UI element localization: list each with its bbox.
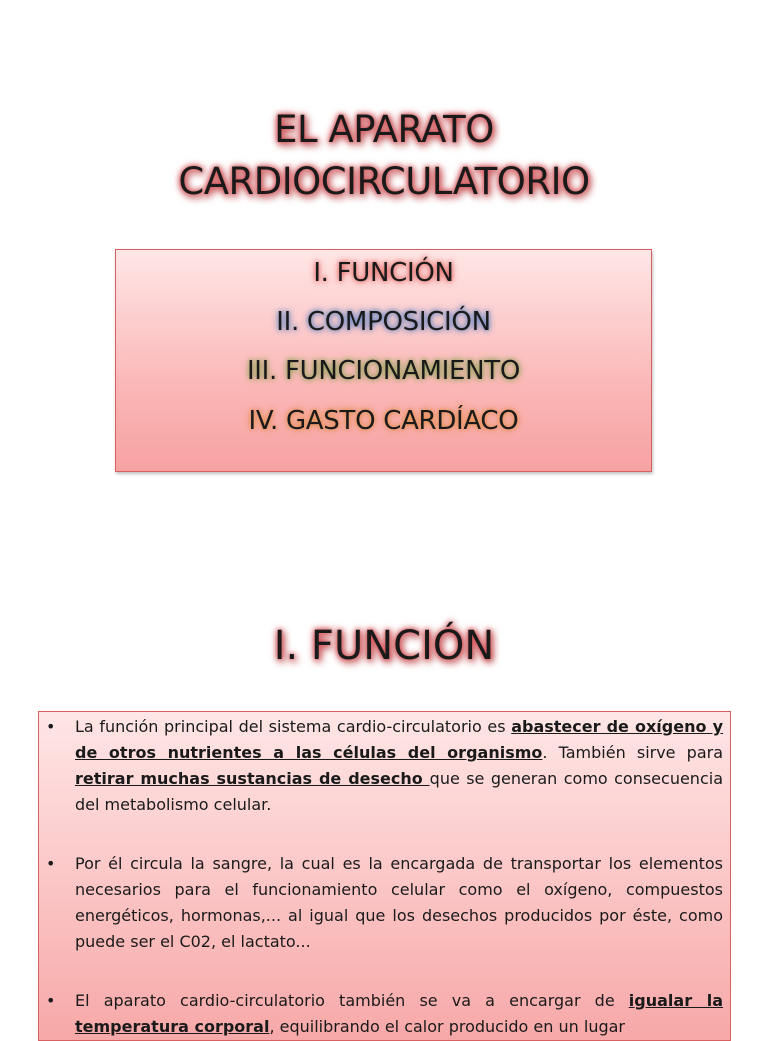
toc-item-funcion: I. FUNCIÓN: [313, 258, 454, 288]
bullet-text: . También sirve para: [542, 743, 724, 762]
main-title-line2: CARDIOCIRCULATORIO: [178, 160, 590, 203]
highlighted-text: retirar muchas sustancias de desecho: [75, 769, 430, 788]
bullet-item: [75, 714, 723, 818]
content-box: [38, 711, 731, 1041]
table-of-contents-box: [115, 249, 652, 472]
toc-item-gasto-cardiaco: IV. GASTO CARDÍACO: [248, 406, 519, 436]
bullet-text: La función principal del sistema cardio-circulatorio es: [75, 717, 512, 736]
section-title: I. FUNCIÓN: [273, 623, 495, 669]
highlighted-text: igualar la temperatura corporal: [75, 991, 723, 1036]
toc-item-composicion: II. COMPOSICIÓN: [276, 307, 491, 337]
bullet-text: que se generan como consecuencia del metabolismo celular.: [75, 769, 723, 814]
bullet-text: El aparato cardio-circulatorio también se va a encargar de: [75, 991, 629, 1010]
toc-item-funcionamiento: III. FUNCIONAMIENTO: [246, 356, 521, 386]
highlighted-text: abastecer de oxígeno y de otros nutrientes a las células del organismo: [75, 717, 724, 762]
main-title: [0, 104, 768, 208]
bullet-text: , equilibrando el calor producido en un lugar: [269, 1017, 625, 1036]
main-title-line1: EL APARATO: [274, 108, 494, 151]
bullet-item: • Por él circula la sangre, la cual es la encargada de transportar los elementos necesarios para el funcionamiento celular como el oxígeno, compuestos energéticos, hormonas,... al igual que los desechos producidos por éste, como puede ser el C02, el lactato...: [75, 851, 723, 955]
bullet-item: [75, 988, 723, 1040]
